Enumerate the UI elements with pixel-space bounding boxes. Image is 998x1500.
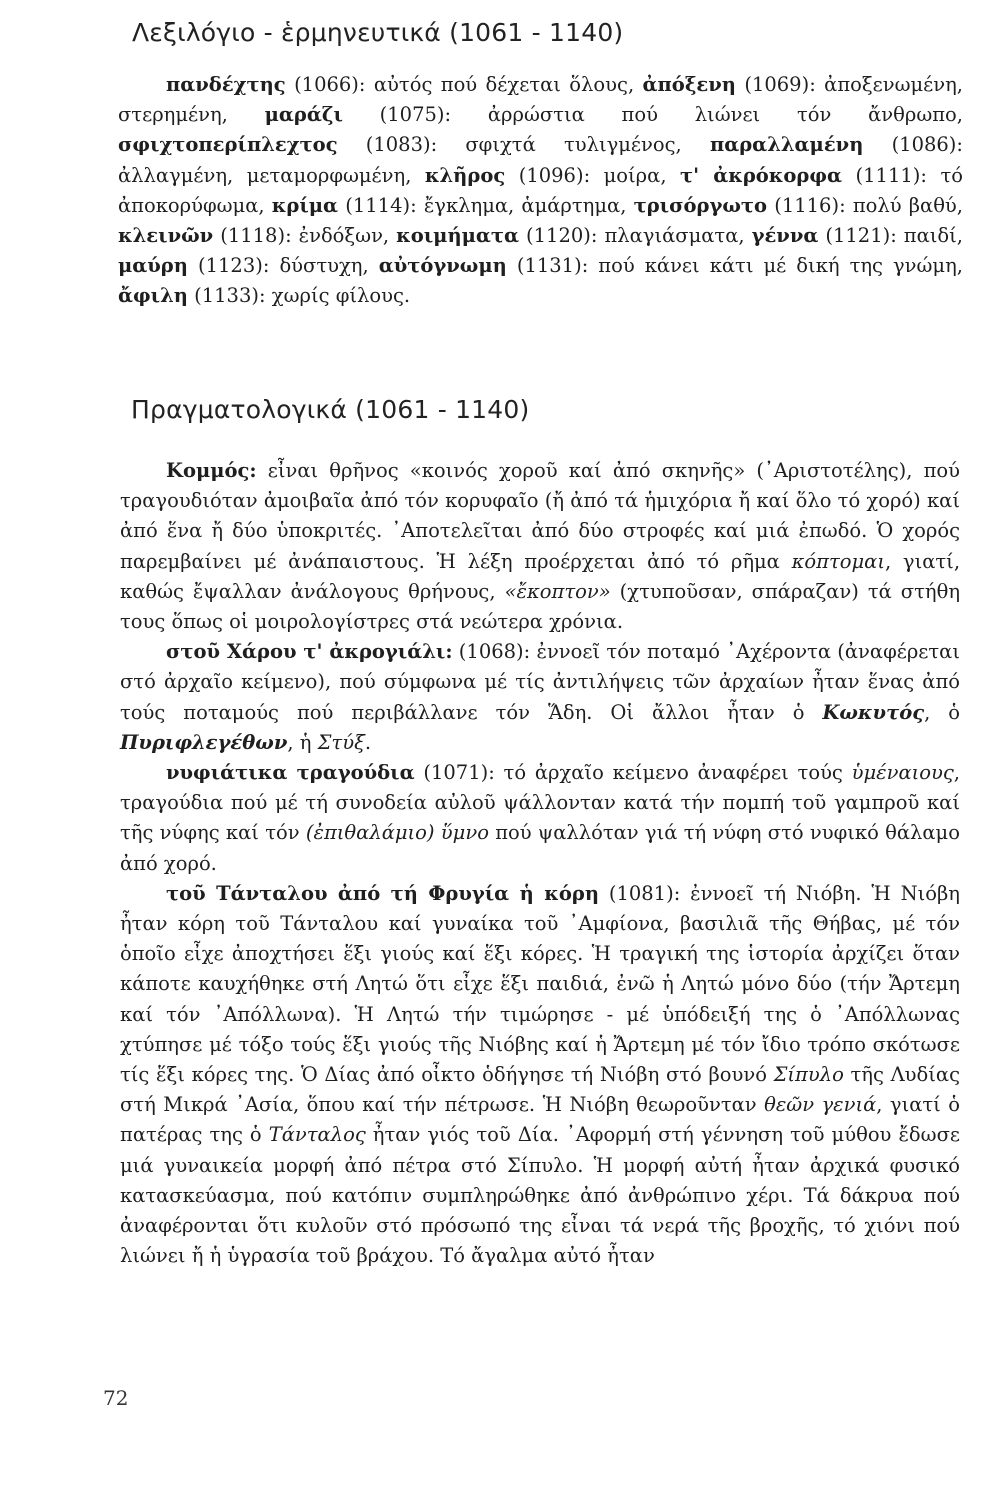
glossary-term: σφιχτοπερίπλεχτος (118, 133, 338, 157)
note-acheron: στοῦ Χάρου τ' ἀκρογιάλι: (1068): ἐννοεῖ τόν ποταμό ᾿Αχέροντα (ἀναφέρεται στό ἀρχαῖο κείμενο), πού σύμφωνα μέ τίς ἀντιλήψεις τῶν ἀρχαίων ἦταν ἕνας ἀπό τούς ποταμούς πού περιβάλλανε τόν Ἅδη. Οἱ ἄλλοι ἦταν ὁ Κωκυτός, ὁ Πυριφλεγέθων, ἡ Στύξ. (120, 640, 960, 754)
note-wedding-songs: νυφιάτικα τραγούδια (1071): τό ἀρχαῖο κείμενο ἀναφέρει τούς ὑμέναιους, τραγούδια πού μέ τή συνοδεία αὐλοῦ ψάλλονταν κατά τήν πομπή τοῦ γαμπροῦ καί τῆς νύφης καί τόν (ἐπιθαλάμιο) ὕμνο πού ψαλλόταν γιά τή νύφη στό νυφικό θάλαμο ἀπό χορό. (120, 761, 960, 875)
glossary-term: τρισόργωτο (633, 193, 768, 217)
glossary-definition: ἀποξενωμένη, στερημένη (118, 73, 963, 127)
glossary-line-ref: (1069) (744, 73, 810, 96)
glossary-term: κλῆρος (424, 163, 506, 187)
glossary-term: παραλλαμένη (709, 133, 864, 157)
glossary-line-ref: (1066) (294, 73, 359, 96)
glossary-definition: παιδί (903, 224, 957, 248)
glossary-definition: σφιχτά τυλιγμένος (465, 133, 676, 157)
glossary-definition: ἔγκλημα, ἁμάρτημα (423, 193, 621, 217)
glossary-line-ref: (1133) (194, 284, 259, 308)
glossary-line-ref: (1123) (198, 254, 263, 278)
glossary-definition: αὐτός πού δέχεται ὅλους (373, 73, 628, 96)
glossary-term: ἄφιλη (118, 284, 188, 308)
glossary-definition: ἐνδόξων (298, 224, 383, 248)
note-kommos: Κομμός: εἶναι θρῆνος «κοινός χοροῦ καί ἀπό σκηνῆς» (᾿Αριστοτέλης), πού τραγουδιόταν ἀμοιβαῖα ἀπό τόν κορυφαῖο (ἤ ἀπό τά ἡμιχόρια ἤ καί ὅλο τό χορό) καί ἀπό ἕνα ἤ δύο ὑποκριτές. ᾿Αποτελεῖται ἀπό δύο στροφές καί μιά ἐπωδό. Ὁ χορός παρεμβαίνει μέ ἀνάπαιστους. Ἡ λέξη προέρχεται ἀπό τό ρῆμα κόπτομαι, γιατί, καθώς ἔψαλλαν ἀνάλογους θρήνους, «ἔκοπτον» (χτυποῦσαν, σπάραζαν) τά στήθη τους ὅπως οἱ μοιρολογίστρες στά νεώτερα χρόνια. (120, 459, 961, 634)
note-term: στοῦ Χάρου τ' ἀκρογιάλι: (166, 640, 453, 664)
notes-heading: Πραγματολογικά (1061 - 1140) (131, 395, 530, 424)
glossary-paragraph: πανδέχτης (1066): αὐτός πού δέχεται ὅλους, ἀπόξενη (1069): ἀποξενωμένη, στερημένη, μαράζι (1075): ἀρρώστια πού λιώνει τόν ἄνθρωπο, σφιχτοπερίπλεχτος (1083): σφιχτά τυλιγμένος, παραλλαμένη (1086): ἀλλαγμένη, μεταμορφωμένη, κλῆρος (1096): μοίρα, τ' ἀκρόκορφα (1111): τό ἀποκορύφωμα, κρίμα (1114): ἔγκλημα, ἁμάρτημα, τρισόργωτο (1116): πολύ βαθύ, κλεινῶν (1118): ἐνδόξων, κοιμήματα (1120): πλαγιάσματα, γέννα (1121): παιδί, μαύρη (1123): δύστυχη, αὐτόγνωμη (1131): πού κάνει κάτι μέ δική της γνώμη, ἄφιλη (1133): χωρίς φίλους. (118, 73, 963, 308)
glossary-line-ref: (1096) (518, 163, 584, 187)
notes-section (120, 456, 960, 1271)
glossary-definition: τό ἀποκορύφωμα (118, 163, 963, 217)
note-niobe: τοῦ Τάνταλου ἀπό τή Φρυγία ἡ κόρη (1081): ἐννοεῖ τή Νιόβη. Ἡ Νιόβη ἦταν κόρη τοῦ Τάνταλου καί γυναίκα τοῦ ᾿Αμφίονα, βασιλιᾶ τῆς Θήβας, μέ τόν ὁποῖο εἶχε ἀποχτήσει ἕξι γιούς καί ἕξι κόρες. Ἡ τραγική της ἱστορία ἀρχίζει ὅταν κάποτε καυχήθηκε στή Λητώ ὅτι εἶχε ἕξι παιδιά, ἐνῶ ἡ Λητώ μόνο δύο (τήν Ἄρτεμη καί τόν ᾿Απόλλωνα). Ἡ Λητώ τήν τιμώρησε - μέ ὑπόδειξή της ὁ ᾿Απόλλωνας χτύπησε μέ τόξο τούς ἕξι γιούς τῆς Νιόβης καί ἡ Ἄρτεμη μέ τόν ἴδιο τρόπο σκότωσε τίς ἕξι κόρες της. Ὁ Δίας ἀπό οἶκτο ὁδήγησε τή Νιόβη στό βουνό Σίπυλο τῆς Λυδίας στή Μικρά ᾿Ασία, ὅπου καί τήν πέτρωσε. Ἡ Νιόβη θεωροῦνταν θεῶν γενιά, γιατί ὁ πατέρας της ὁ Τάνταλος ἦταν γιός τοῦ Δία. ᾿Αφορμή στή γέννηση τοῦ μύθου ἔδωσε μιά γυναικεία μορφή ἀπό πέτρα στό Σίπυλο. Ἡ μορφή αὐτή ἦταν ἀρχικά φυσικό κατασκεύασμα, πού κατόπιν συμπληρώθηκε ἀπό ἀνθρώπινο χέρι. Τά δάκρυα πού ἀναφέρονται ὅτι κυλοῦν στό πρόσωπό της εἶναι τά νερά τῆς βροχῆς, τό χιόνι πού λιώνει ἤ ἡ ὑγρασία τοῦ βράχου. Τό ἄγαλμα αὐτό ἦταν (120, 881, 961, 1268)
glossary-line-ref: (1118) (220, 224, 286, 248)
glossary-line-ref: (1086) (891, 133, 957, 157)
note-term: νυφιάτικα τραγούδια (166, 761, 415, 785)
glossary-term: ἀπόξενη (642, 73, 736, 96)
glossary-definition: πού κάνει κάτι μέ δική της γνώμη (598, 254, 957, 278)
glossary-term: γέννα (751, 224, 819, 248)
glossary-line-ref: (1131) (516, 254, 582, 278)
glossary-definition: ἀρρώστια πού λιώνει τόν ἄνθρωπο (487, 103, 957, 127)
glossary-line-ref: (1116) (774, 193, 840, 217)
glossary-heading: Λεξιλόγιο - ἑρμηνευτικά (1061 - 1140) (132, 18, 624, 47)
glossary-term: κλεινῶν (118, 224, 214, 248)
glossary-term: αὐτόγνωμη (378, 254, 507, 278)
glossary-line-ref: (1120) (526, 224, 591, 248)
glossary-term: μαύρη (118, 254, 188, 278)
glossary-term: μαράζι (264, 103, 343, 127)
glossary-term: τ' ἀκρόκορφα (680, 163, 843, 187)
glossary-definition: πολύ βαθύ (852, 193, 957, 217)
glossary-line-ref: (1075) (379, 103, 445, 127)
glossary-definition: πλαγιάσματα (604, 224, 739, 248)
glossary-term: κρίμα (271, 193, 339, 217)
note-term: τοῦ Τάνταλου ἀπό τή Φρυγία ἡ κόρη (166, 881, 599, 905)
glossary-definition: δύστυχη (279, 254, 363, 278)
glossary-definition: ἀλλαγμένη, μεταμορφωμένη (118, 163, 406, 187)
page-number: 72 (103, 1386, 129, 1410)
glossary-line-ref: (1114) (345, 193, 411, 217)
glossary-term: κοιμήματα (396, 224, 520, 248)
glossary-definition: χωρίς φίλους (271, 284, 404, 308)
glossary-line-ref: (1121) (825, 224, 891, 248)
glossary-line-ref: (1083) (365, 133, 431, 157)
glossary-definition: μοίρα (603, 163, 661, 187)
note-term: Κομμός: (166, 459, 257, 482)
glossary-line-ref: (1111) (855, 163, 921, 187)
glossary-term: πανδέχτης (166, 73, 286, 96)
